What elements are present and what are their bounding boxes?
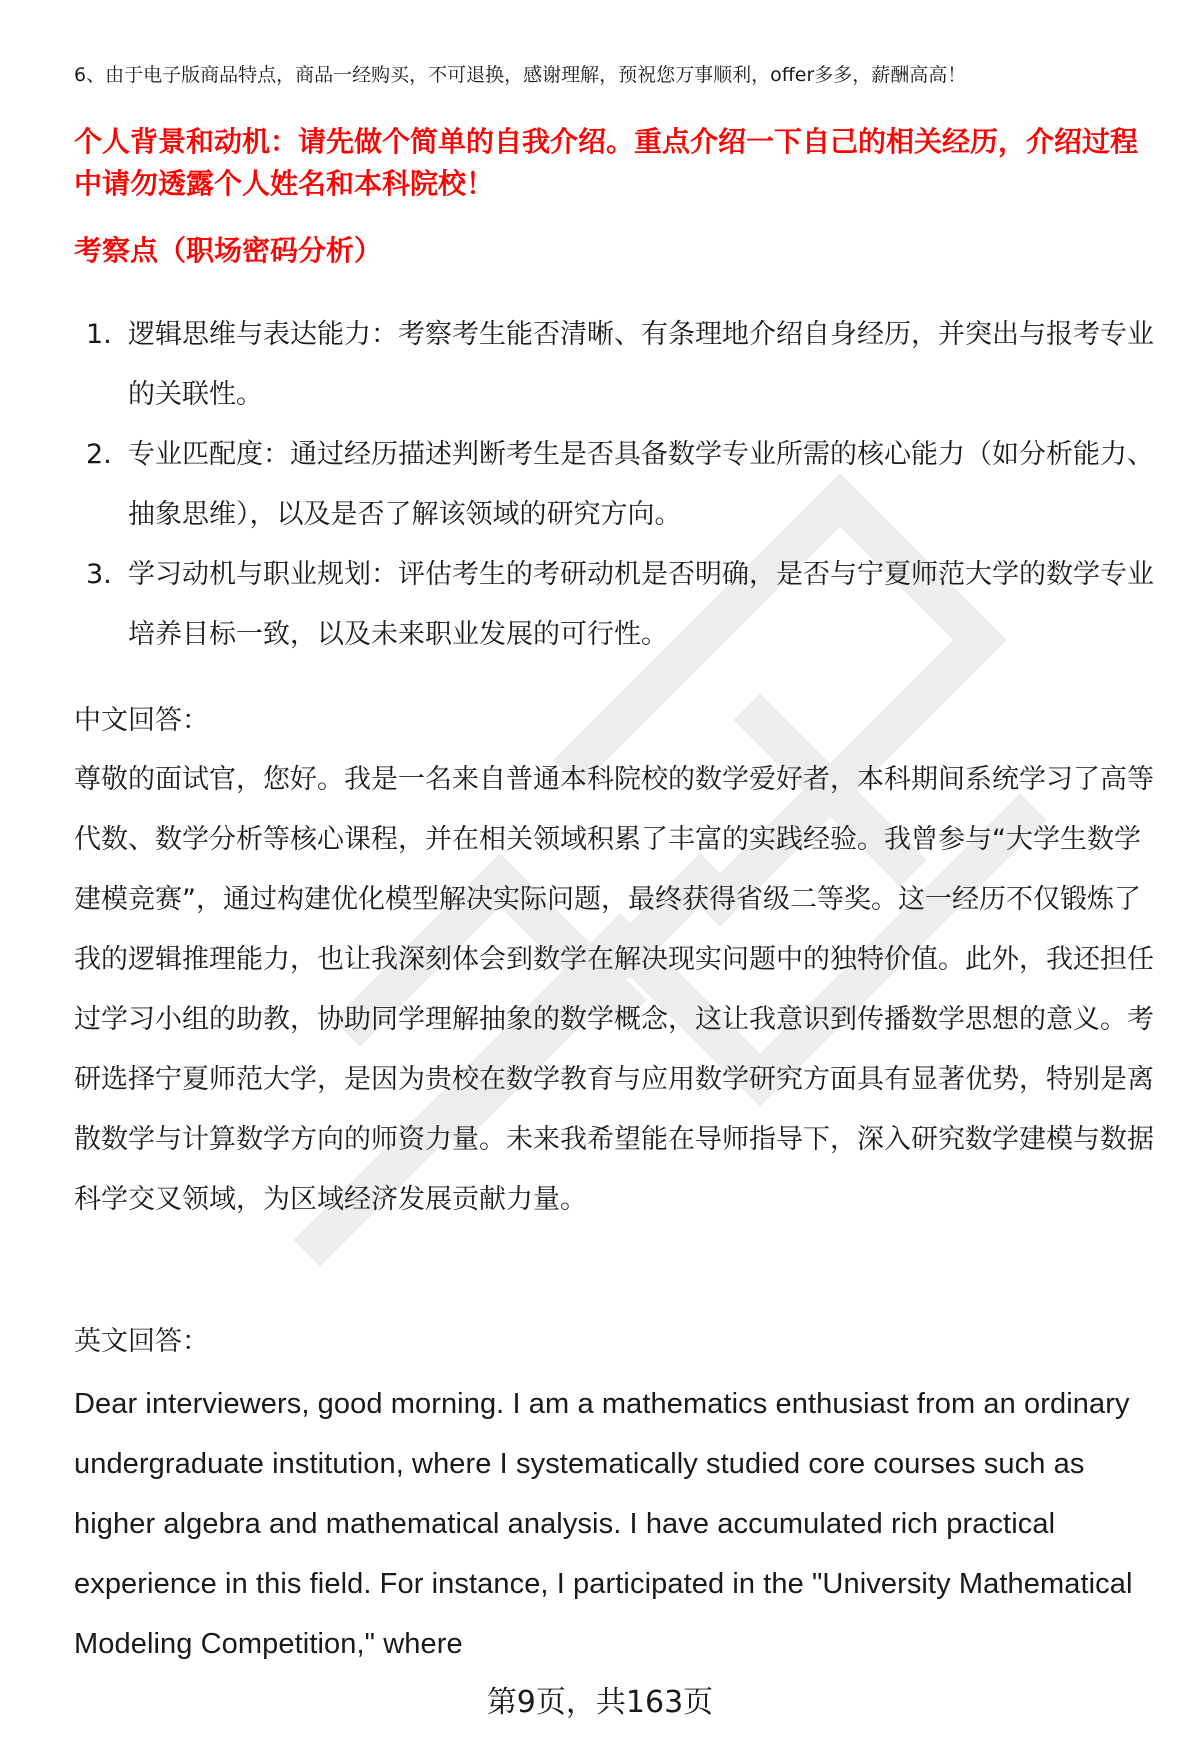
list-item xyxy=(74,425,1154,545)
list-item xyxy=(74,305,1154,425)
list-item-text: 逻辑思维与表达能力：考察考生能否清晰、有条理地介绍自身经历，并突出与报考专业的关联性。 xyxy=(128,319,1154,410)
english-answer-label: 英文回答： xyxy=(74,1326,209,1357)
exam-points-title: 考察点（职场密码分析） xyxy=(74,234,383,267)
list-item-text: 专业匹配度：通过经历描述判断考生是否具备数学专业所需的核心能力（如分析能力、抽象思维），以及是否了解该领域的研究方向。 xyxy=(128,439,1154,530)
purchase-notice: 6、由于电子版商品特点，商品一经购买，不可退换，感谢理解，预祝您万事顺利，offer多多，薪酬高高！ xyxy=(74,64,967,86)
list-number: 1. xyxy=(86,319,112,350)
list-number: 3. xyxy=(86,559,112,590)
list-item-text: 学习动机与职业规划：评估考生的考研动机是否明确，是否与宁夏师范大学的数学专业培养目标一致，以及未来职业发展的可行性。 xyxy=(128,559,1154,650)
list-number: 2. xyxy=(86,439,112,470)
chinese-answer-label: 中文回答： xyxy=(74,705,209,736)
english-answer-text: Dear interviewers, good morning. I am a mathematics enthusiast from an ordinary undergraduate institution, where I systematically studied core courses such as higher algebra and mathematical analysis. I have accumulated rich practical experience in this field. For instance, I participated in the "University Mathematical Modeling Competition," where xyxy=(74,1388,1133,1660)
page-number-footer: 第9页，共163页 xyxy=(486,1685,714,1720)
list-item xyxy=(74,545,1154,665)
question-title: 个人背景和动机：请先做个简单的自我介绍。重点介绍一下自己的相关经历，介绍过程中请勿透露个人姓名和本科院校！ xyxy=(74,125,1139,200)
exam-points-list xyxy=(74,305,1154,665)
chinese-answer-text: 尊敬的面试官，您好。我是一名来自普通本科院校的数学爱好者，本科期间系统学习了高等代数、数学分析等核心课程，并在相关领域积累了丰富的实践经验。我曾参与“大学生数学建模竞赛”，通过构建优化模型解决实际问题，最终获得省级二等奖。这一经历不仅锻炼了我的逻辑推理能力，也让我深刻体会到数学在解决现实问题中的独特价值。此外，我还担任过学习小组的助教，协助同学理解抽象的数学概念，这让我意识到传播数学思想的意义。考研选择宁夏师范大学，是因为贵校在数学教育与应用数学研究方面具有显著优势，特别是离散数学与计算数学方向的师资力量。未来我希望能在导师指导下，深入研究数学建模与数据科学交叉领域，为区域经济发展贡献力量。 xyxy=(74,764,1154,1215)
